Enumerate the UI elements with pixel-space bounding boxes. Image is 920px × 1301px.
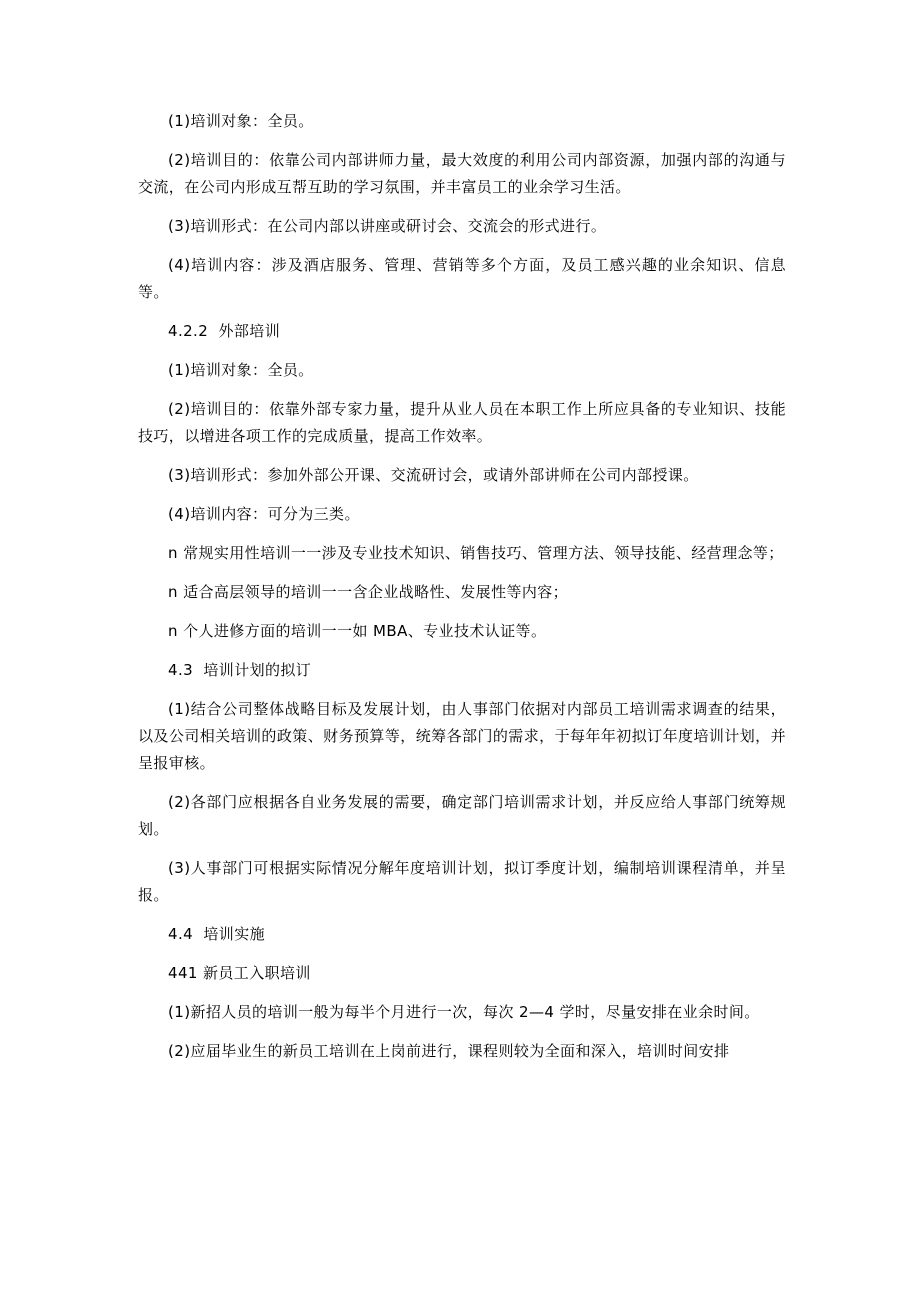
- paragraph-1: (1)培训对象：全员。: [168, 112, 314, 130]
- section-heading-441: 441 新员工入职培训: [168, 964, 311, 982]
- paragraph-3: (3)培训形式：在公司内部以讲座或研讨会、交流会的形式进行。: [168, 217, 607, 235]
- paragraph-8: (3)培训形式：参加外部公开课、交流研讨会，或请外部讲师在公司内部授课。: [168, 466, 699, 484]
- paragraph-15: (2)各部门应根据各自业务发展的需要，确定部门培训需求计划，并反应给人事部门统筹规划。: [138, 793, 786, 838]
- paragraph-9: (4)培训内容：可分为三类。: [168, 505, 360, 523]
- paragraph-20: (2)应届毕业生的新员工培训在上岗前进行，课程则较为全面和深入，培训时间安排: [168, 1042, 730, 1060]
- paragraph-2: (2)培训目的：依靠公司内部讲师力量，最大效度的利用公司内部资源，加强内部的沟通与交流，在公司内形成互帮互助的学习氛围，并丰富员工的业余学习生活。: [138, 151, 786, 196]
- section-heading-4-4: 4.4 培训实施: [168, 925, 265, 943]
- bullet-item-2: n 适合高层领导的培训一一含企业战略性、发展性等内容；: [168, 583, 569, 601]
- paragraph-19: (1)新招人员的培训一般为每半个月进行一次，每次 2—4 学时，尽量安排在业余时间。: [168, 1003, 760, 1021]
- paragraph-4: (4)培训内容：涉及酒店服务、管理、营销等多个方面，及员工感兴趣的业余知识、信息等。: [138, 256, 786, 301]
- paragraph-7: (2)培训目的：依靠外部专家力量，提升从业人员在本职工作上所应具备的专业知识、技能技巧，以增进各项工作的完成质量，提高工作效率。: [138, 400, 786, 445]
- section-heading-4-2-2: 4.2.2 外部培训: [168, 322, 281, 340]
- paragraph-16: (3)人事部门可根据实际情况分解年度培训计划，拟订季度计划，编制培训课程清单，并呈报。: [138, 859, 786, 904]
- bullet-item-1: n 常规实用性培训一一涉及专业技术知识、销售技巧、管理方法、领导技能、经营理念等；: [168, 544, 784, 562]
- section-heading-4-3: 4.3 培训计划的拟订: [168, 661, 312, 679]
- document-page: [138, 108, 786, 1077]
- paragraph-6: (1)培训对象：全员。: [168, 361, 314, 379]
- paragraph-14: (1)结合公司整体战略目标及发展计划，由人事部门依据对内部员工培训需求调查的结果，以及公司相关培训的政策、财务预算等，统筹各部门的需求，于每年年初拟订年度培训计划，并呈报审核。: [138, 700, 786, 772]
- bullet-item-3: n 个人进修方面的培训一一如 MBA、专业技术认证等。: [168, 622, 547, 640]
